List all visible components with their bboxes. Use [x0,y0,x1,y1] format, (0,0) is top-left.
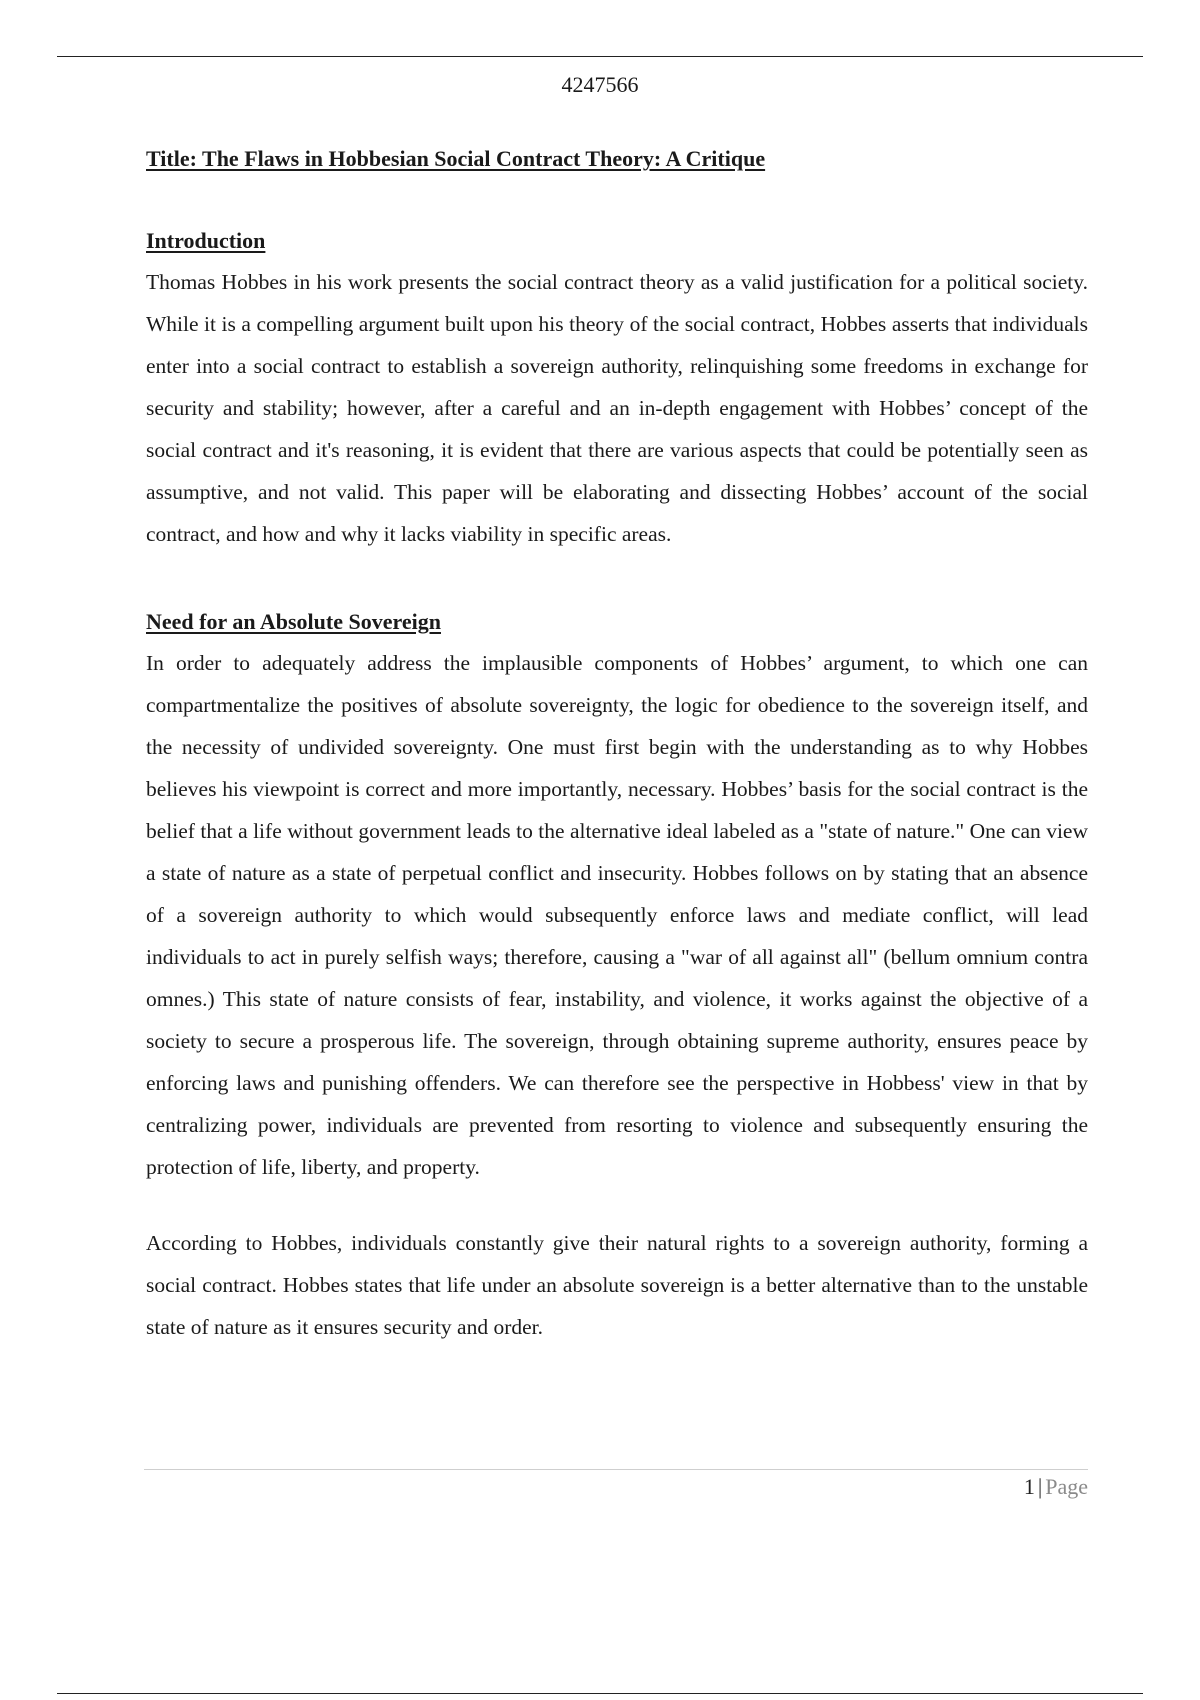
sovereign-paragraph-1: In order to adequately address the implausible components of Hobbes’ argument, to which one can compartmentalize the positives of absolute sovereignty, the logic for obedience to the sovereign itself, and the necessity of undivided sovereignty. One must first begin with the understanding as to why Hobbes believes his viewpoint is correct and more importantly, necessary. Hobbes’ basis for the social contract is the belief that a life without government leads to the alternative ideal labeled as a "state of nature." One can view a state of nature as a state of perpetual conflict and insecurity. Hobbes follows on by stating that an absence of a sovereign authority to which would subsequently enforce laws and mediate conflict, will lead individuals to act in purely selfish ways; therefore, causing a "war of all against all" (bellum omnium contra omnes.) This state of nature consists of fear, instability, and violence, it works against the objective of a society to secure a prosperous life. The sovereign, through obtaining supreme authority, ensures peace by enforcing laws and punishing offenders. We can therefore see the perspective in Hobbess' view in that by centralizing power, individuals are prevented from resorting to violence and subsequently ensuring the protection of life, liberty, and property. [146,651,1088,1179]
page-number-footer [1024,1472,1088,1502]
page-body [146,144,1088,1348]
introduction-paragraph: Thomas Hobbes in his work presents the social contract theory as a valid justification for a political society. While it is a compelling argument built upon his theory of the social contract, Hobbes asserts that individuals enter into a social contract to establish a sovereign authority, relinquishing some freedoms in exchange for security and stability; however, after a careful and an in-depth engagement with Hobbes’ concept of the social contract and it's reasoning, it is evident that there are various aspects that could be potentially seen as assumptive, and not valid. This paper will be elaborating and dissecting Hobbes’ account of the social contract, and how and why it lacks viability in specific areas. [146,270,1088,546]
page-separator: | [1037,1474,1043,1499]
document-id: 4247566 [561,72,639,97]
bottom-rule [57,1693,1143,1694]
section-heading-absolute-sovereign: Need for an Absolute Sovereign [146,609,441,634]
sovereign-paragraph-2: According to Hobbes, individuals constantly give their natural rights to a sovereign authority, forming a social contract. Hobbes states that life under an absolute sovereign is a better alternative than to the unstable state of nature as it ensures security and order. [146,1231,1088,1339]
header-rule [57,56,1143,57]
section-heading-introduction: Introduction [146,228,266,253]
footer-rule [144,1469,1088,1470]
page-label: Page [1045,1474,1088,1499]
page-number: 1 [1023,1474,1035,1499]
document-title: Title: The Flaws in Hobbesian Social Contract Theory: A Critique [146,146,766,171]
